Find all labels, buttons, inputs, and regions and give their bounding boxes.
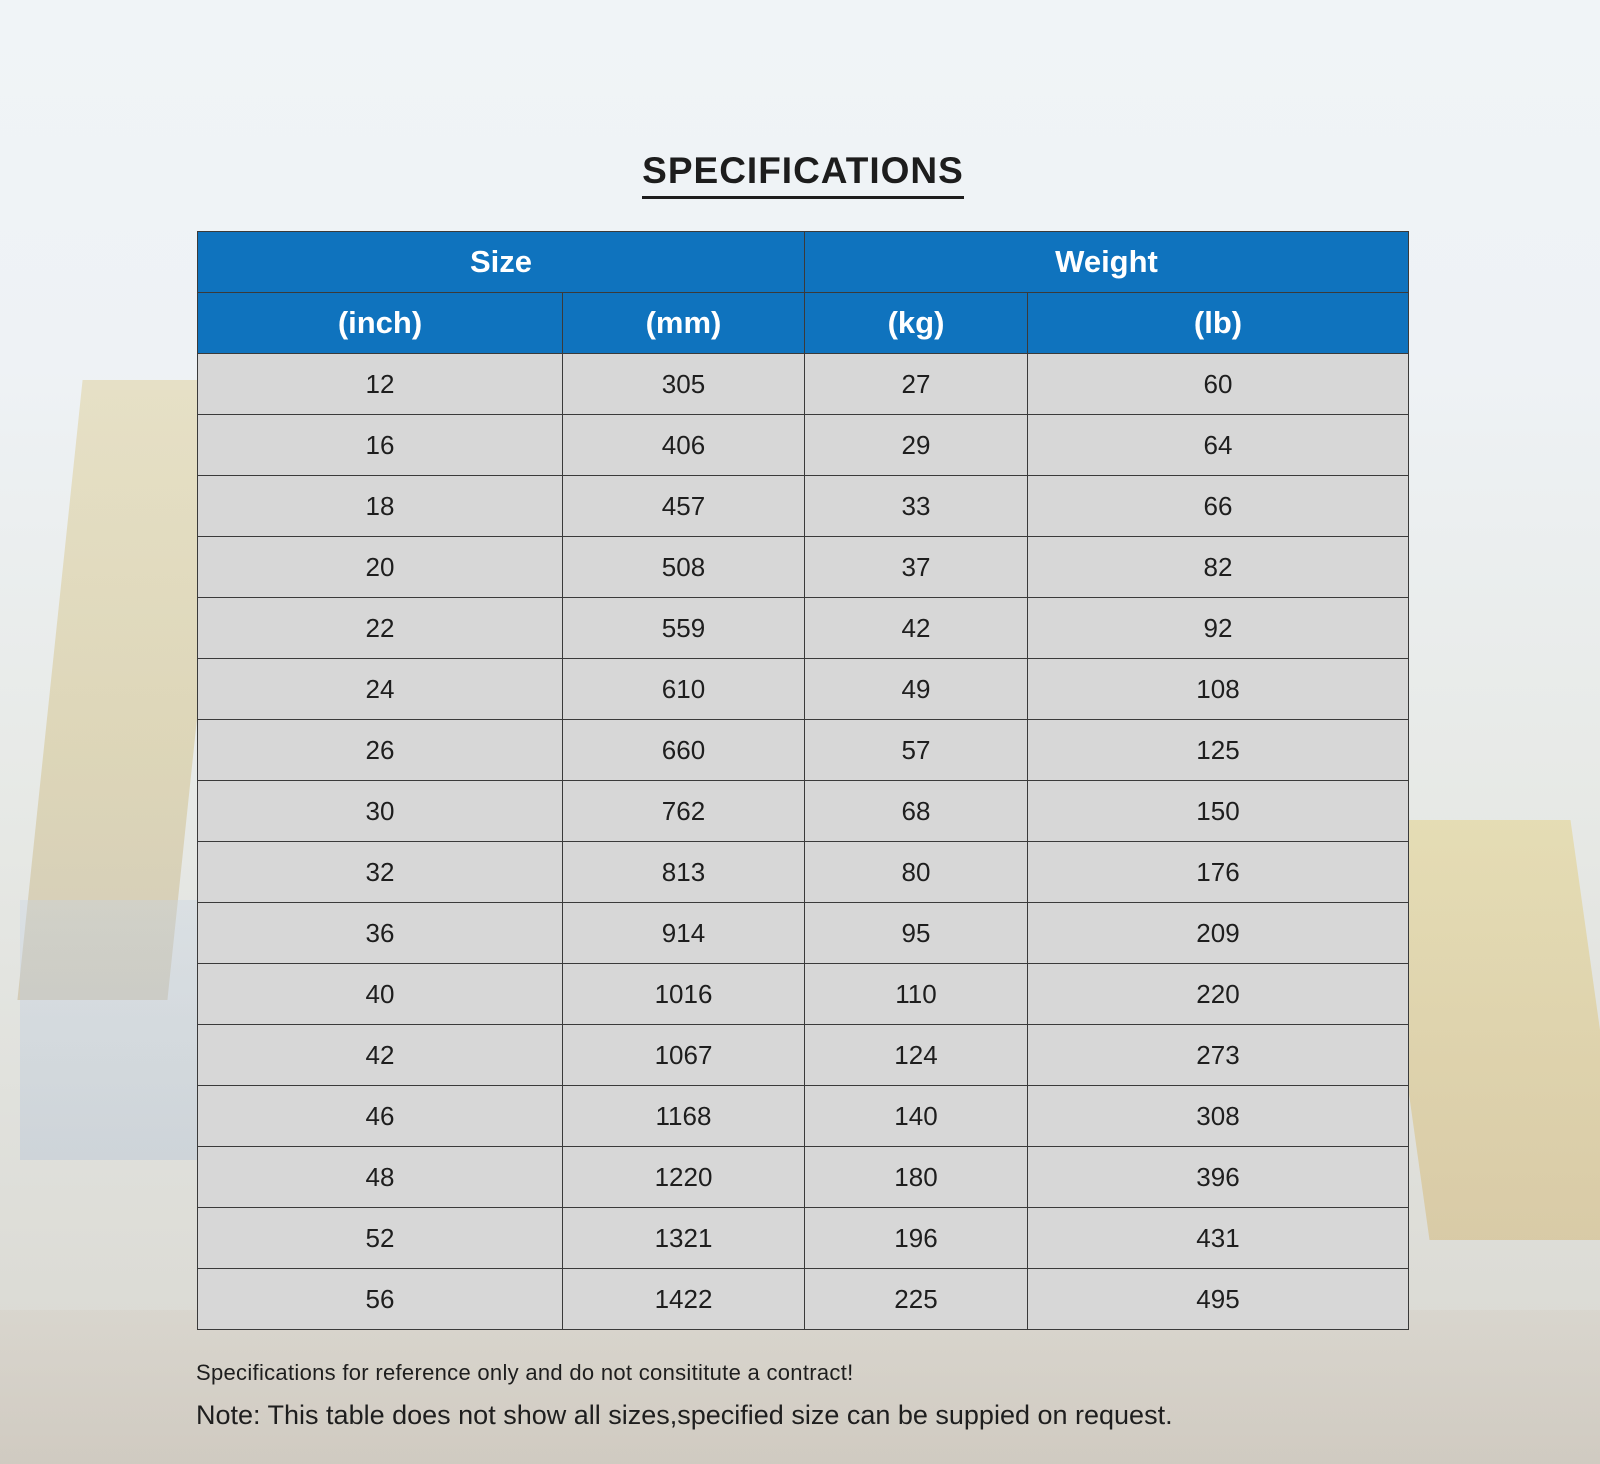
table-row [198,598,1409,659]
inch-column-header: (inch) [198,293,563,354]
inch-cell: 52 [198,1208,563,1269]
table-row [198,1025,1409,1086]
table-row [198,415,1409,476]
kg-cell: 110 [805,964,1028,1025]
kg-cell: 68 [805,781,1028,842]
page-title-wrapper [0,150,1600,199]
specifications-table [197,231,1409,1330]
inch-cell: 30 [198,781,563,842]
kg-cell: 42 [805,598,1028,659]
lb-cell: 308 [1028,1086,1409,1147]
lb-cell: 64 [1028,415,1409,476]
lb-cell: 108 [1028,659,1409,720]
unit-header-row [198,293,1409,354]
note-text: Note: This table does not show all sizes,specified size can be suppied on request. [196,1400,1173,1430]
lb-cell: 66 [1028,476,1409,537]
kg-cell: 95 [805,903,1028,964]
inch-cell: 46 [198,1086,563,1147]
group-header-row [198,232,1409,293]
mm-cell: 914 [563,903,805,964]
mm-cell: 1422 [563,1269,805,1330]
table-row [198,1147,1409,1208]
table-row [198,1086,1409,1147]
weight-group-header: Weight [805,232,1409,293]
kg-cell: 49 [805,659,1028,720]
lb-cell: 220 [1028,964,1409,1025]
mm-cell: 305 [563,354,805,415]
mm-cell: 813 [563,842,805,903]
kg-cell: 80 [805,842,1028,903]
inch-cell: 32 [198,842,563,903]
inch-cell: 24 [198,659,563,720]
inch-cell: 40 [198,964,563,1025]
table-row [198,659,1409,720]
inch-cell: 12 [198,354,563,415]
lb-cell: 273 [1028,1025,1409,1086]
mm-cell: 406 [563,415,805,476]
mm-column-header: (mm) [563,293,805,354]
table-row [198,781,1409,842]
kg-cell: 225 [805,1269,1028,1330]
table-body [198,354,1409,1330]
table-row [198,1208,1409,1269]
inch-cell: 20 [198,537,563,598]
mm-cell: 762 [563,781,805,842]
lb-cell: 396 [1028,1147,1409,1208]
table-row [198,903,1409,964]
mm-cell: 1016 [563,964,805,1025]
kg-cell: 33 [805,476,1028,537]
lb-cell: 92 [1028,598,1409,659]
lb-cell: 176 [1028,842,1409,903]
inch-cell: 36 [198,903,563,964]
lb-cell: 125 [1028,720,1409,781]
size-group-header: Size [198,232,805,293]
mm-cell: 1220 [563,1147,805,1208]
table-row [198,964,1409,1025]
inch-cell: 56 [198,1269,563,1330]
kg-cell: 140 [805,1086,1028,1147]
kg-cell: 29 [805,415,1028,476]
inch-cell: 16 [198,415,563,476]
page-title: SPECIFICATIONS [642,151,964,199]
kg-cell: 37 [805,537,1028,598]
lb-cell: 431 [1028,1208,1409,1269]
mm-cell: 559 [563,598,805,659]
lb-cell: 82 [1028,537,1409,598]
lb-cell: 209 [1028,903,1409,964]
table-row [198,720,1409,781]
table-row [198,476,1409,537]
mm-cell: 457 [563,476,805,537]
kg-column-header: (kg) [805,293,1028,354]
mm-cell: 508 [563,537,805,598]
kg-cell: 57 [805,720,1028,781]
table-row [198,537,1409,598]
mm-cell: 1067 [563,1025,805,1086]
inch-cell: 18 [198,476,563,537]
kg-cell: 180 [805,1147,1028,1208]
inch-cell: 22 [198,598,563,659]
mm-cell: 1321 [563,1208,805,1269]
lb-column-header: (lb) [1028,293,1409,354]
kg-cell: 124 [805,1025,1028,1086]
disclaimer-text: Specifications for reference only and do not consititute a contract! [196,1360,854,1385]
lb-cell: 495 [1028,1269,1409,1330]
table-row [198,1269,1409,1330]
inch-cell: 48 [198,1147,563,1208]
table-row [198,354,1409,415]
mm-cell: 610 [563,659,805,720]
kg-cell: 27 [805,354,1028,415]
inch-cell: 26 [198,720,563,781]
lb-cell: 60 [1028,354,1409,415]
lb-cell: 150 [1028,781,1409,842]
inch-cell: 42 [198,1025,563,1086]
mm-cell: 1168 [563,1086,805,1147]
kg-cell: 196 [805,1208,1028,1269]
table-row [198,842,1409,903]
mm-cell: 660 [563,720,805,781]
